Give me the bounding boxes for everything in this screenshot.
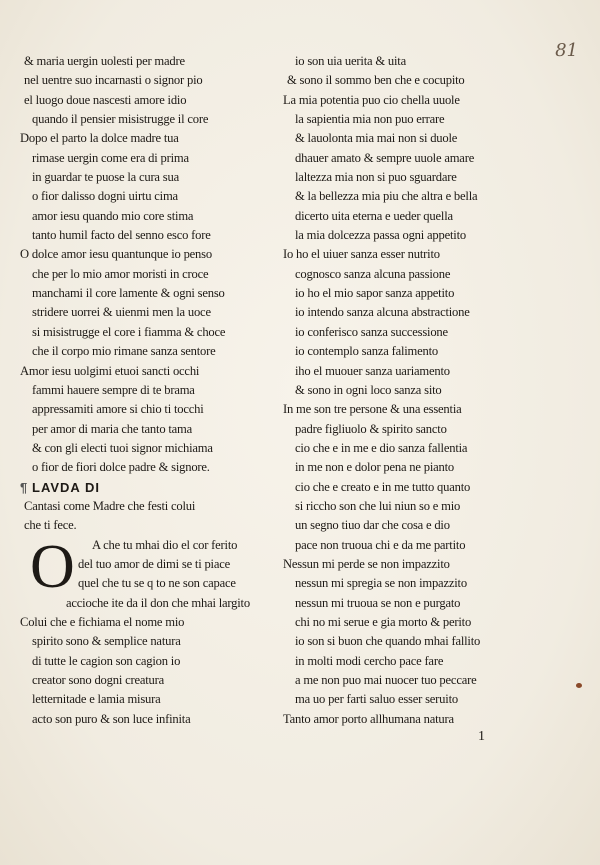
text-line: el luogo doue nascesti amore idio — [24, 92, 187, 107]
section-heading — [20, 478, 282, 497]
text-line: tanto humil facto del senno esco fore — [32, 228, 211, 243]
text-line: Nessun mi perde se non impazzito — [283, 556, 450, 571]
text-line: la sapientia mia non puo errare — [295, 112, 445, 127]
dropcap-stanza — [20, 532, 282, 613]
text-line: stridere uorrei & uienmi men la uoce — [32, 305, 211, 320]
text-line: In me son tre persone & una essentia — [283, 402, 462, 417]
text-line: Io ho el uiuer sanza esser nutrito — [283, 247, 440, 262]
ink-stain — [576, 683, 582, 688]
left-column — [20, 52, 282, 729]
paragraph-mark-icon: ¶ — [20, 479, 29, 495]
text-line: La mia potentia puo cio chella uuole — [283, 92, 460, 107]
text-line: io son uia uerita & uita — [295, 54, 406, 68]
text-line: O dolce amor iesu quantunque io penso — [20, 247, 212, 262]
heading-text: LAVDA DI — [32, 479, 100, 495]
subheading-line: che ti fece. — [24, 518, 77, 533]
text-line: & sono in ogni loco sanza sito — [295, 382, 442, 397]
text-line: la mia dolcezza passa ogni appetito — [295, 228, 466, 243]
text-line: manchami il core lamente & ogni senso — [32, 286, 225, 301]
text-line: si riccho son che lui niun so e mio — [295, 498, 461, 513]
text-line: & sono il sommo ben che e cocupito — [287, 73, 465, 88]
text-line: io conferisco sanza successione — [295, 324, 448, 339]
text-line: nessun mi truoua se non e purgato — [295, 595, 461, 610]
text-line: io son si buon che quando mhai fallito — [295, 634, 481, 649]
text-line: acto son puro & son luce infinita — [32, 711, 191, 726]
text-line: & lauolonta mia mai non si duole — [295, 131, 458, 146]
text-line: A che tu mhai dio el cor ferito — [92, 537, 238, 552]
text-line: quel che tu se q to ne son capace — [78, 576, 236, 591]
catchword: 1 — [478, 729, 485, 744]
subheading-line: Cantasi come Madre che festi colui — [24, 498, 196, 513]
text-line: in molti modi cercho pace fare — [295, 653, 444, 668]
text-line: chi no mi serue e gia morto & perito — [295, 614, 472, 629]
text-line: padre figliuolo & spirito sancto — [295, 421, 447, 436]
right-column — [283, 52, 555, 729]
text-line: io ho el mio sapor sanza appetito — [295, 286, 455, 301]
text-line: del tuo amor de dimi se ti piace — [78, 556, 231, 571]
text-line: dicerto uita eterna e ueder quella — [295, 208, 453, 223]
text-line: a me non puo mai nuocer tuo peccare — [295, 673, 477, 687]
text-line: Tanto amor porto allhumana natura — [283, 711, 454, 726]
text-line: laltezza mia non si puo sguardare — [295, 170, 457, 185]
text-line: dhauer amato & sempre uuole amare — [295, 150, 475, 165]
text-line: cognosco sanza alcuna passione — [295, 266, 451, 281]
text-line: cio che e creato e in me tutto quanto — [295, 479, 471, 494]
text-line: quando il pensier misistrugge il core — [32, 112, 209, 127]
text-line: che il corpo mio rimane sanza sentore — [32, 344, 216, 359]
text-line: di tutte le cagion son cagion io — [32, 653, 181, 668]
dropcap-letter: O — [30, 532, 75, 601]
text-line: io intendo sanza alcuna abstractione — [295, 305, 470, 320]
text-line: che per lo mio amor moristi in croce — [32, 266, 209, 281]
text-line: & maria uergin uolesti per madre — [24, 54, 185, 68]
text-line: nel uentre suo incarnasti o signor pio — [24, 73, 203, 88]
text-line: o fior dalisso dogni uirtu cima — [32, 189, 178, 204]
text-line: nessun mi spregia se non impazzito — [295, 576, 467, 591]
text-line: creator sono dogni creatura — [32, 673, 165, 687]
text-line: amor iesu quando mio core stima — [32, 208, 194, 223]
text-line: pace non truoua chi e da me partito — [295, 537, 466, 552]
text-line: Dopo el parto la dolce madre tua — [20, 131, 179, 146]
text-line: in guardar te puose la cura sua — [32, 170, 179, 185]
text-line: fammi hauere sempre di te brama — [32, 382, 195, 397]
text-line: spirito sono & semplice natura — [32, 634, 181, 649]
text-line: & la bellezza mia piu che altra e bella — [295, 189, 478, 204]
text-line: io contemplo sanza falimento — [295, 344, 439, 359]
text-line: un segno tiuo dar che cosa e dio — [295, 518, 450, 533]
text-line: si misistrugge el core i fiamma & choce — [32, 324, 226, 339]
folio-number: 81 — [555, 40, 578, 61]
text-line: cio che e in me e dio sanza fallentia — [295, 440, 468, 455]
text-line: appressamiti amore si chio ti tocchi — [32, 402, 204, 417]
text-line: Colui che e fichiama el nome mio — [20, 614, 185, 629]
text-line: o fior de fiori dolce padre & signore. — [32, 460, 210, 475]
text-line: letternitade e lamia misura — [32, 692, 161, 707]
text-line: rimase uergin come era di prima — [32, 150, 189, 165]
text-line: per amor di maria che tanto tama — [32, 421, 193, 436]
text-line: Amor iesu uolgimi etuoi sancti occhi — [20, 363, 200, 378]
text-line: accioche ite da il don che mhai largito — [66, 595, 250, 610]
text-line: & con gli electi tuoi signor michiama — [32, 440, 213, 455]
text-line: iho el muouer sanza uariamento — [295, 363, 450, 378]
text-line: ma uo per farti saluo esser seruito — [295, 692, 458, 707]
text-line: in me non e dolor pena ne pianto — [295, 460, 455, 475]
